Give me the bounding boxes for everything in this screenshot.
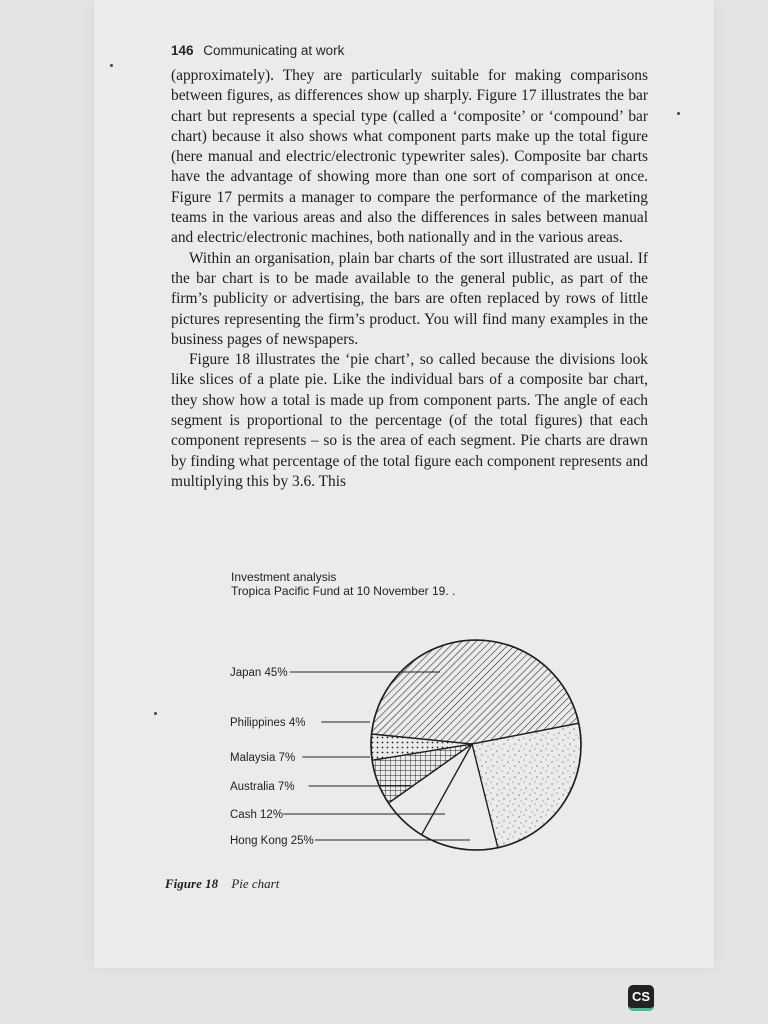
paragraph: Within an organisation, plain bar charts of the sort illustrated are usual. If the bar chart is to be made available to the general public, as part of the firm’s publicity or advertising, the bars are often replaced by rows of little pictures representing the firm’s product. You will find many examples in the business pages of newspapers. <box>171 249 648 348</box>
figure-caption-text: Pie chart <box>231 876 280 891</box>
running-title: Communicating at work <box>203 43 345 58</box>
pie-slice-label: Hong Kong 25% <box>230 835 314 847</box>
pie-slice-label: Philippines 4% <box>230 717 306 729</box>
figure-number: Figure 18 <box>165 876 219 891</box>
page-speck <box>154 712 157 715</box>
scanner-logo: CS <box>628 985 654 1011</box>
pie-slice-label: Japan 45% <box>230 667 288 679</box>
paragraph: (approximately). They are particularly suitable for making comparisons between figures, as differences show up sharply. Figure 17 illustrates the bar chart but represents a special type (called a ‘composite’ or ‘compound’ bar chart) because it also shows what component parts make up the total figure (here manual and electric/electronic typewriter sales). Composite bar charts have the advantage of showing more than one sort of comparison at once. Figure 17 permits a manager to compare the performance of the marketing teams in the various areas and also the differences in sales between manual and electric/electronic machines, both nationally and in the various areas. <box>171 67 648 247</box>
pie-slice-label: Malaysia 7% <box>230 752 296 764</box>
chart-subtitle: Tropica Pacific Fund at 10 November 19. . <box>231 584 456 598</box>
figure-caption <box>165 876 279 892</box>
pie-slice <box>372 640 579 744</box>
paragraph: Figure 18 illustrates the ‘pie chart’, so called because the divisions look like slices of a plate pie. Like the individual bars of a composite bar chart, they show how a total is made up from component parts. The angle of each segment is proportional to the percentage (of the total figures) that each component represents – so is the area of each segment. Pie charts are drawn by finding what percentage of the total figure each component represents and multiplying this by 3.6. This <box>171 351 648 490</box>
page-speck <box>677 112 680 115</box>
page-speck <box>110 64 113 67</box>
pie-slice-label: Australia 7% <box>230 781 295 793</box>
page-number: 146 <box>171 43 194 58</box>
chart-title: Investment analysis <box>231 570 337 584</box>
pie-slice-label: Cash 12% <box>230 809 284 821</box>
